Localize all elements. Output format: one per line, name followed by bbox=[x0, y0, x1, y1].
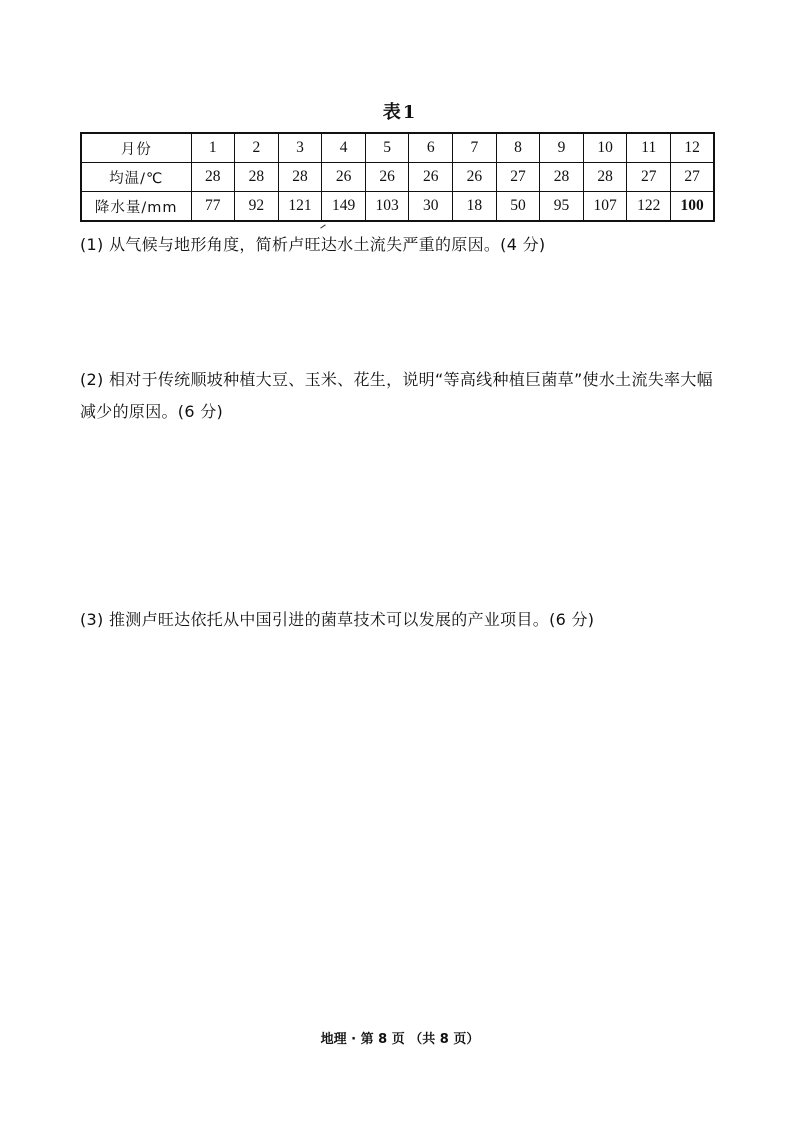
table-cell: 7 bbox=[453, 133, 497, 163]
table-cell: 103 bbox=[365, 192, 409, 222]
table-cell: 149 bbox=[322, 192, 366, 222]
question-2 bbox=[80, 364, 720, 428]
table-title: 表1 bbox=[382, 102, 418, 123]
question-number: (3) bbox=[80, 610, 104, 629]
table-cell: 5 bbox=[365, 133, 409, 163]
table-cell: 1 bbox=[191, 133, 235, 163]
question-1 bbox=[80, 229, 720, 261]
table-cell: 100 bbox=[671, 192, 715, 222]
climate-data-table bbox=[80, 132, 715, 222]
stray-mark bbox=[320, 224, 325, 228]
row-header-temperature: 均温/℃ bbox=[81, 163, 191, 192]
table-cell: 6 bbox=[409, 133, 453, 163]
table-cell: 3 bbox=[278, 133, 322, 163]
table-cell: 121 bbox=[278, 192, 322, 222]
table-cell: 77 bbox=[191, 192, 235, 222]
table-cell: 28 bbox=[583, 163, 627, 192]
table-cell: 26 bbox=[409, 163, 453, 192]
table-cell: 12 bbox=[671, 133, 715, 163]
question-text: 从气候与地形角度，简析卢旺达水土流失严重的原因。(4 分) bbox=[108, 235, 546, 254]
table-cell: 107 bbox=[583, 192, 627, 222]
table-cell: 9 bbox=[540, 133, 584, 163]
page-footer: 地理 · 第 8 页 （共 8 页） bbox=[320, 1032, 480, 1047]
question-3 bbox=[80, 604, 720, 636]
question-text: 相对于传统顺坡种植大豆、玉米、花生，说明“等高线种植巨菌草”使水土流失率大幅减少的原因。(6 分) bbox=[80, 370, 713, 421]
table-cell: 27 bbox=[627, 163, 671, 192]
table-cell: 122 bbox=[627, 192, 671, 222]
table-row-temperature bbox=[81, 163, 714, 192]
table-row-precipitation bbox=[81, 192, 714, 222]
table-cell: 4 bbox=[322, 133, 366, 163]
table-cell: 50 bbox=[496, 192, 540, 222]
table-row-month bbox=[81, 133, 714, 163]
table-cell: 30 bbox=[409, 192, 453, 222]
table-cell: 95 bbox=[540, 192, 584, 222]
table-cell: 27 bbox=[671, 163, 715, 192]
table-cell: 28 bbox=[235, 163, 279, 192]
table-cell: 28 bbox=[191, 163, 235, 192]
question-text: 推测卢旺达依托从中国引进的菌草技术可以发展的产业项目。(6 分) bbox=[108, 610, 595, 629]
table-cell: 2 bbox=[235, 133, 279, 163]
table-cell: 26 bbox=[322, 163, 366, 192]
table-cell: 27 bbox=[496, 163, 540, 192]
row-header-month: 月份 bbox=[81, 133, 191, 163]
table-cell: 28 bbox=[278, 163, 322, 192]
table-cell: 92 bbox=[235, 192, 279, 222]
question-number: (1) bbox=[80, 235, 104, 254]
table-cell: 18 bbox=[453, 192, 497, 222]
table-cell: 26 bbox=[453, 163, 497, 192]
table-cell: 8 bbox=[496, 133, 540, 163]
question-number: (2) bbox=[80, 370, 104, 389]
table-cell: 26 bbox=[365, 163, 409, 192]
table-cell: 28 bbox=[540, 163, 584, 192]
table-cell: 11 bbox=[627, 133, 671, 163]
table-cell: 10 bbox=[583, 133, 627, 163]
row-header-precipitation: 降水量/mm bbox=[81, 192, 191, 222]
